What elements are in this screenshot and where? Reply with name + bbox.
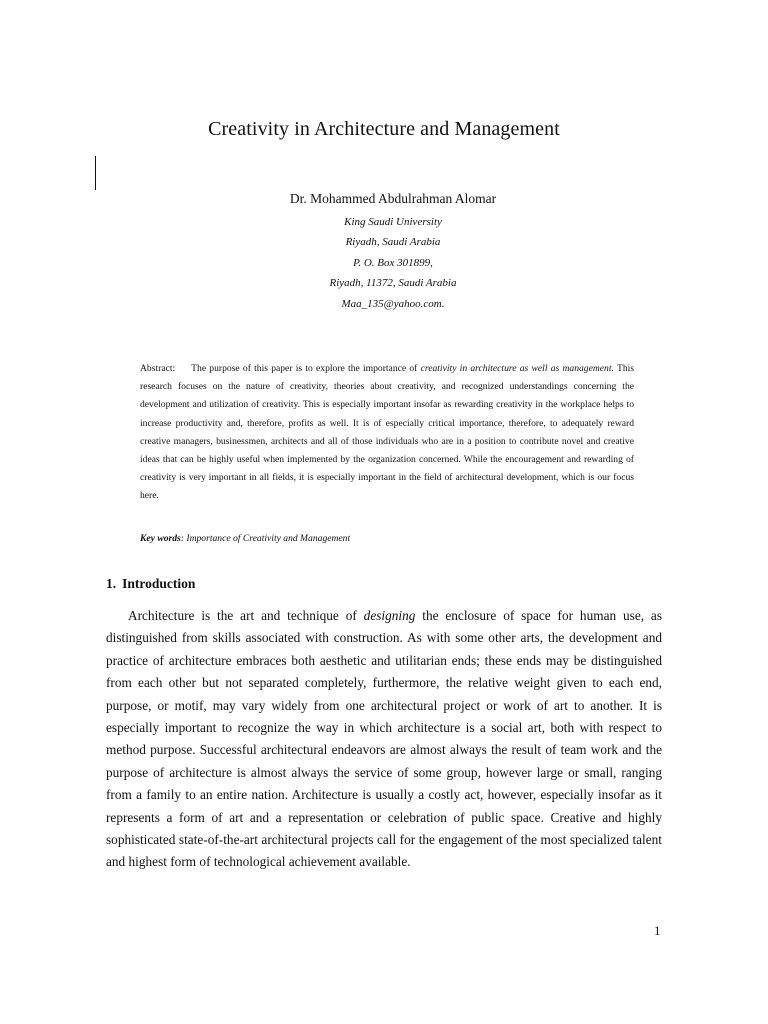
section-heading-introduction [106,576,195,592]
affiliation-university: King Saudi University [344,216,442,228]
keywords-line [140,533,634,544]
intro-body: the enclosure of space for human use, as distinguished from skills associated with construction. As with some other arts, the development and practice of architecture embraces both aesthetic and utilitarian ends; these ends may be distinguished from each other but not separated completely, furthermore, the relative weight given to each end, purpose, or motif, may vary widely from one architectural project or work of art to another. It is especially important to recognize the way in which architecture is a social art, both with respect to method purpose. Successful architectural endeavors are almost always the result of team work and the purpose of architecture is almost always the service of some group, however large or small, ranging from a family to an entire nation. Architecture is usually a costly act, however, especially insofar as it represents a form of art and a representation or celebration of public space. Creative and highly sophisticated state-of-the-art architectural projects call for the engagement of the most specialized talent and highest form of technological achievement available. [106,608,662,870]
author-name: Dr. Mohammed Abdulrahman Alomar [289,191,497,206]
abstract-emphasis: creativity in architecture as well as management. [420,363,614,374]
intro-emphasis: designing [363,608,416,623]
section-number: 1. [106,576,117,591]
abstract-paragraph [140,360,634,506]
abstract-label: Abstract: [140,363,176,374]
affiliation-po-box: P. O. Box 301899, [353,257,433,269]
keywords-label: Key words [140,533,181,544]
page-number: 1 [654,923,661,938]
introduction-paragraph [106,605,662,874]
intro-start: Architecture is the art and technique of [128,608,364,623]
margin-change-bar [95,156,96,190]
paper-title: Creativity in Architecture and Management [208,118,560,140]
keywords-text: : Importance of Creativity and Management [180,533,351,544]
affiliation-email: Maa_135@yahoo.com. [341,298,445,310]
abstract-intro: The purpose of this paper is to explore the importance of [191,363,421,374]
affiliation-postal: Riyadh, 11372, Saudi Arabia [329,277,457,289]
abstract-body: This research focuses on the nature of creativity, theories about creativity, and recognized understandings concerning the development and utilization of creativity. This is especially important insofar as rewarding creativity in the workplace helps to increase productivity and, therefore, profits as well. It is of especially critical importance, therefore, to adequately reward creative managers, businessmen, architects and all of those individuals who are in a position to contribute novel and creative ideas that can be highly useful when implemented by the organization concerned. While the encouragement and rewarding of creativity is very important in all fields, it is especially important in the field of architectural development, which is our focus here. [140,363,635,502]
affiliation-city: Riyadh, Saudi Arabia [345,236,441,248]
section-title: Introduction [122,576,196,591]
